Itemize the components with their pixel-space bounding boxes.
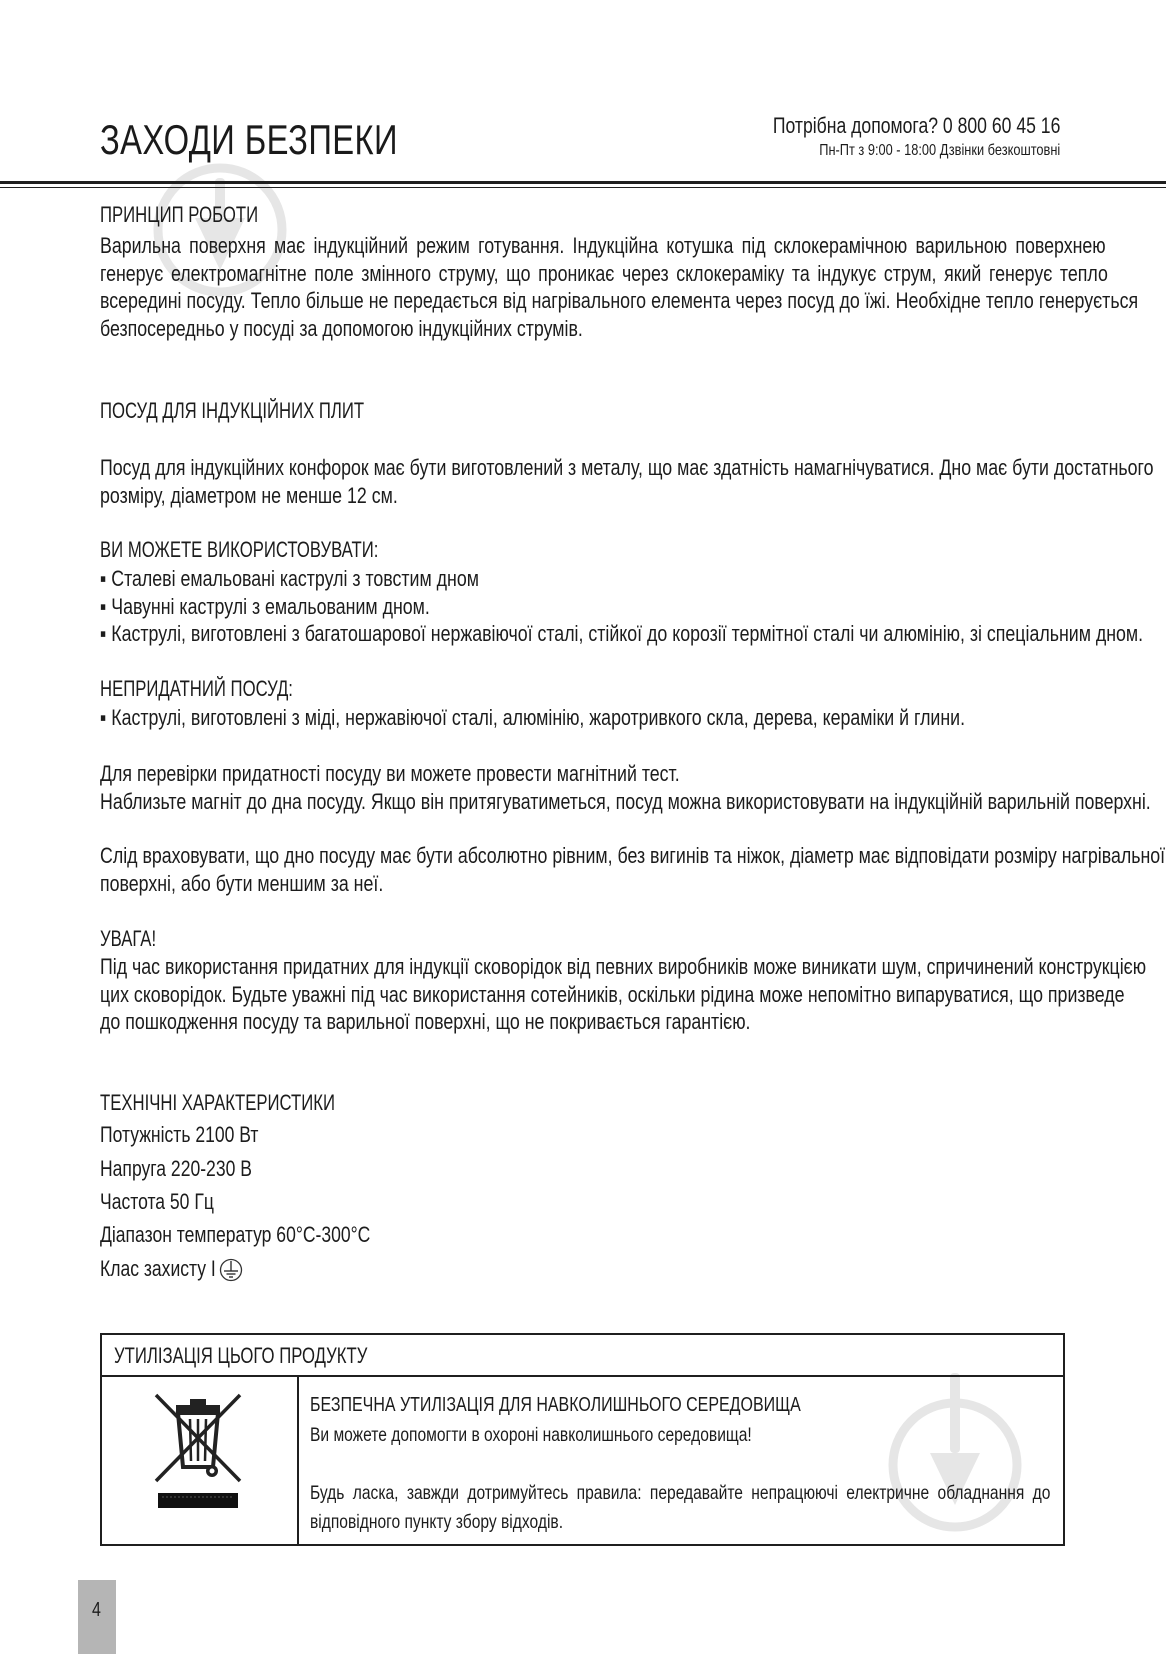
section-heading-warning: УВАГА! — [100, 926, 157, 951]
list-item: ▪ Каструлі, виготовлені з міді, нержавіючої сталі, алюмінію, жаротривкого скла, дерева, кераміки й глини. — [100, 705, 966, 730]
weee-crossed-bin-icon — [148, 1385, 248, 1520]
can-use-list — [100, 565, 1144, 648]
section-heading-principle: ПРИНЦИП РОБОТИ — [100, 202, 259, 227]
header-rule — [0, 181, 1166, 184]
section-heading-cookware: ПОСУД ДЛЯ ІНДУКЦІЙНИХ ПЛИТ — [100, 398, 365, 423]
paragraph-line: Посуд для індукційних конфорок має бути виготовлений з металу, що має здатність намагнічуватися. Дно має бути достатнього — [100, 455, 1154, 480]
page-number: 4 — [92, 1599, 101, 1621]
disposal-table-header — [102, 1335, 1063, 1377]
paragraph-line: Під час використання придатних для індукції сковорідок від певних виробників може виникати шум, спричинений конструкцією — [100, 954, 1147, 979]
help-phone: Потрібна допомога? 0 800 60 45 16 — [772, 113, 1060, 138]
table-divider — [297, 1377, 299, 1544]
disposal-title: УТИЛІЗАЦІЯ ЦЬОГО ПРОДУКТУ — [114, 1343, 368, 1368]
section-heading-specs: ТЕХНІЧНІ ХАРАКТЕРИСТИКИ — [100, 1090, 336, 1115]
warning-paragraph — [100, 953, 1147, 1036]
spec-temperature: Діапазон температур 60°С-300°С — [100, 1222, 371, 1247]
paragraph-line: розміру, діаметром не менше 12 см. — [100, 482, 398, 508]
section-heading-can-use: ВИ МОЖЕТЕ ВИКОРИСТОВУВАТИ: — [100, 537, 379, 562]
magnet-test-paragraph — [100, 760, 1151, 815]
disposal-table — [100, 1333, 1065, 1546]
disposal-text-line: відповідного пункту збору відходів. — [310, 1511, 564, 1533]
paragraph-line: Для перевірки придатності посуду ви можете провести магнітний тест. — [100, 761, 680, 786]
disposal-text-line: Ви можете допомогти в охороні навколишнього середовища! — [310, 1424, 752, 1446]
help-hours: Пн-Пт з 9:00 - 18:00 Дзвінки безкоштовні — [818, 142, 1060, 159]
spec-protection: Клас захисту І — [100, 1256, 216, 1281]
list-item: ▪ Сталеві емальовані каструлі з товстим дном — [100, 566, 479, 591]
paragraph-line: цих сковорідок. Будьте уважні під час використання сотейників, оскільки рідина може непомітно випаруватися, що призведе — [100, 981, 1125, 1007]
principle-paragraph — [100, 232, 1139, 342]
flat-bottom-paragraph — [100, 842, 1166, 897]
page-title: ЗАХОДИ БЕЗПЕКИ — [100, 116, 398, 163]
paragraph-line: безпосередньо у посуді за допомогою індукційних струмів. — [100, 315, 583, 341]
protective-earth-icon — [219, 1258, 243, 1282]
list-item: ▪ Каструлі, виготовлені з багатошарової нержавіючої сталі, стійкої до корозії термітної сталі чи алюмінію, зі спеціальним дном. — [100, 621, 1144, 646]
disposal-text-line: Будь ласка, завжди дотримуйтесь правила: передавайте непрацюючі електричне обладнання до — [310, 1482, 1051, 1504]
list-item: ▪ Чавунні каструлі з емальованим дном. — [100, 593, 430, 619]
paragraph-line: Наблизьте магніт до дна посуду. Якщо він притягуватиметься, посуд можна використовувати на індукційній варильній поверхні. — [100, 788, 1151, 814]
spec-power: Потужність 2100 Вт — [100, 1122, 259, 1147]
paragraph-line: до пошкодження посуду та варильної поверхні, що не покривається гарантією. — [100, 1009, 751, 1034]
spec-voltage: Напруга 220-230 В — [100, 1156, 252, 1181]
cookware-paragraph — [100, 454, 1154, 509]
spec-frequency: Частота 50 Гц — [100, 1189, 214, 1214]
paragraph-line: генерує електромагнітне поле змінного струму, що проникає через склокераміку та індукує струм, який генерує тепло — [100, 260, 1108, 286]
paragraph-line: Слід враховувати, що дно посуду має бути абсолютно рівним, без вигинів та ніжок, діаметр має відповідати розміру нагрівальної — [100, 843, 1166, 868]
disposal-subheading: БЕЗПЕЧНА УТИЛІЗАЦІЯ ДЛЯ НАВКОЛИШНЬОГО СЕРЕДОВИЩА — [310, 1394, 801, 1416]
paragraph-line: Варильна поверхня має індукційний режим готування. Індукційна котушка під склокерамічною варильною поверхнею — [100, 233, 1106, 258]
paragraph-line: поверхні, або бути меншим за неї. — [100, 870, 384, 896]
paragraph-line: всередині посуду. Тепло більше не передається від нагрівального елемента через посуд до їжі. Необхідне тепло генерується — [100, 288, 1139, 313]
unsuitable-list — [100, 704, 1066, 732]
section-heading-unsuitable: НЕПРИДАТНИЙ ПОСУД: — [100, 676, 293, 701]
header-rule-thin — [0, 187, 1166, 188]
